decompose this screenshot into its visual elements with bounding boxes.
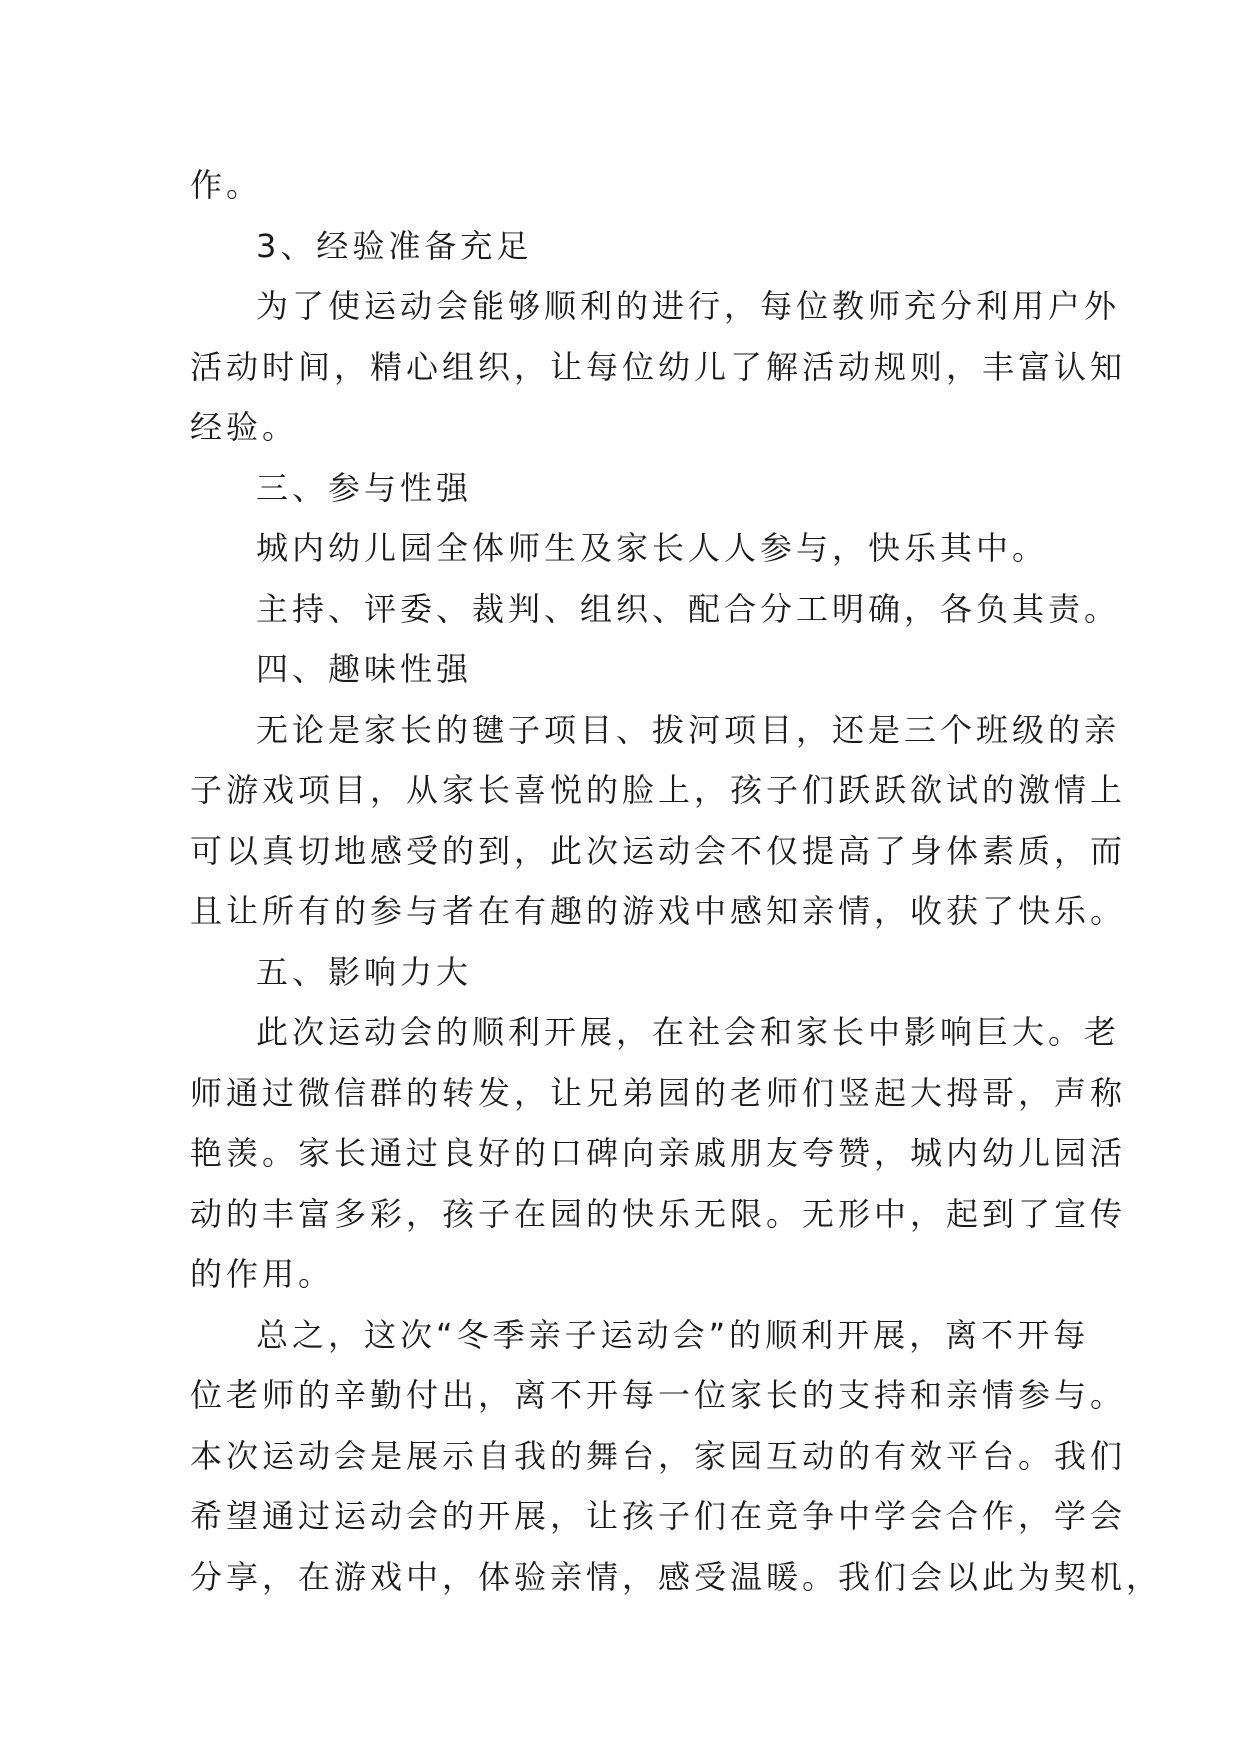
section-heading: 3、经验准备充足 [256,226,533,265]
text-line: 且让所有的参与者在有趣的游戏中感知亲情，收获了快乐。 [190,892,1127,930]
text-line: 可以真切地感受的到，此次运动会不仅提高了身体素质，而 [190,831,1127,870]
section-heading: 四、趣味性强 [256,650,473,688]
text-line: 为了使运动会能够顺利的进行，每位教师充分利用户外 [256,287,1121,325]
text-line: 主持、评委、裁判、组织、配合分工明确，各负其责。 [256,589,1121,628]
text-line: 本次运动会是展示自我的舞台，家园互动的有效平台。我们 [190,1436,1127,1475]
section-heading: 三、参与性强 [256,468,473,507]
text-line: 的作用。 [190,1255,335,1293]
text-line: 作。 [190,166,263,204]
text-line: 师通过微信群的转发，让兄弟园的老师们竖起大拇哥，声称 [190,1073,1127,1112]
text-line: 子游戏项目，从家长喜悦的脸上，孩子们跃跃欲试的激情上 [190,771,1127,809]
text-line: 活动时间，精心组织，让每位幼儿了解活动规则，丰富认知 [190,347,1127,386]
text-line: 希望通过运动会的开展，让孩子们在竞争中学会合作，学会 [190,1497,1127,1535]
section-heading: 五、影响力大 [256,952,473,991]
text-line: 分享，在游戏中，体验亲情，感受温暖。我们会以此为契机， [190,1557,1163,1596]
text-line: 艳羡。家长通过良好的口碑向亲戚朋友夸赞，城内幼儿园活 [190,1134,1127,1172]
text-line: 总之，这次“冬季亲子运动会”的顺利开展，离不开每 [256,1315,1090,1354]
text-line: 无论是家长的毽子项目、拔河项目，还是三个班级的亲 [256,710,1121,749]
text-line: 位老师的辛勤付出，离不开每一位家长的支持和亲情参与。 [190,1376,1127,1414]
text-line: 经验。 [190,408,299,446]
text-line: 此次运动会的顺利开展，在社会和家长中影响巨大。老 [256,1013,1121,1051]
text-line: 动的丰富多彩，孩子在园的快乐无限。无形中，起到了宣传 [190,1194,1127,1233]
text-line: 城内幼儿园全体师生及家长人人参与，快乐其中。 [256,529,1049,567]
document-body [190,155,1163,1607]
